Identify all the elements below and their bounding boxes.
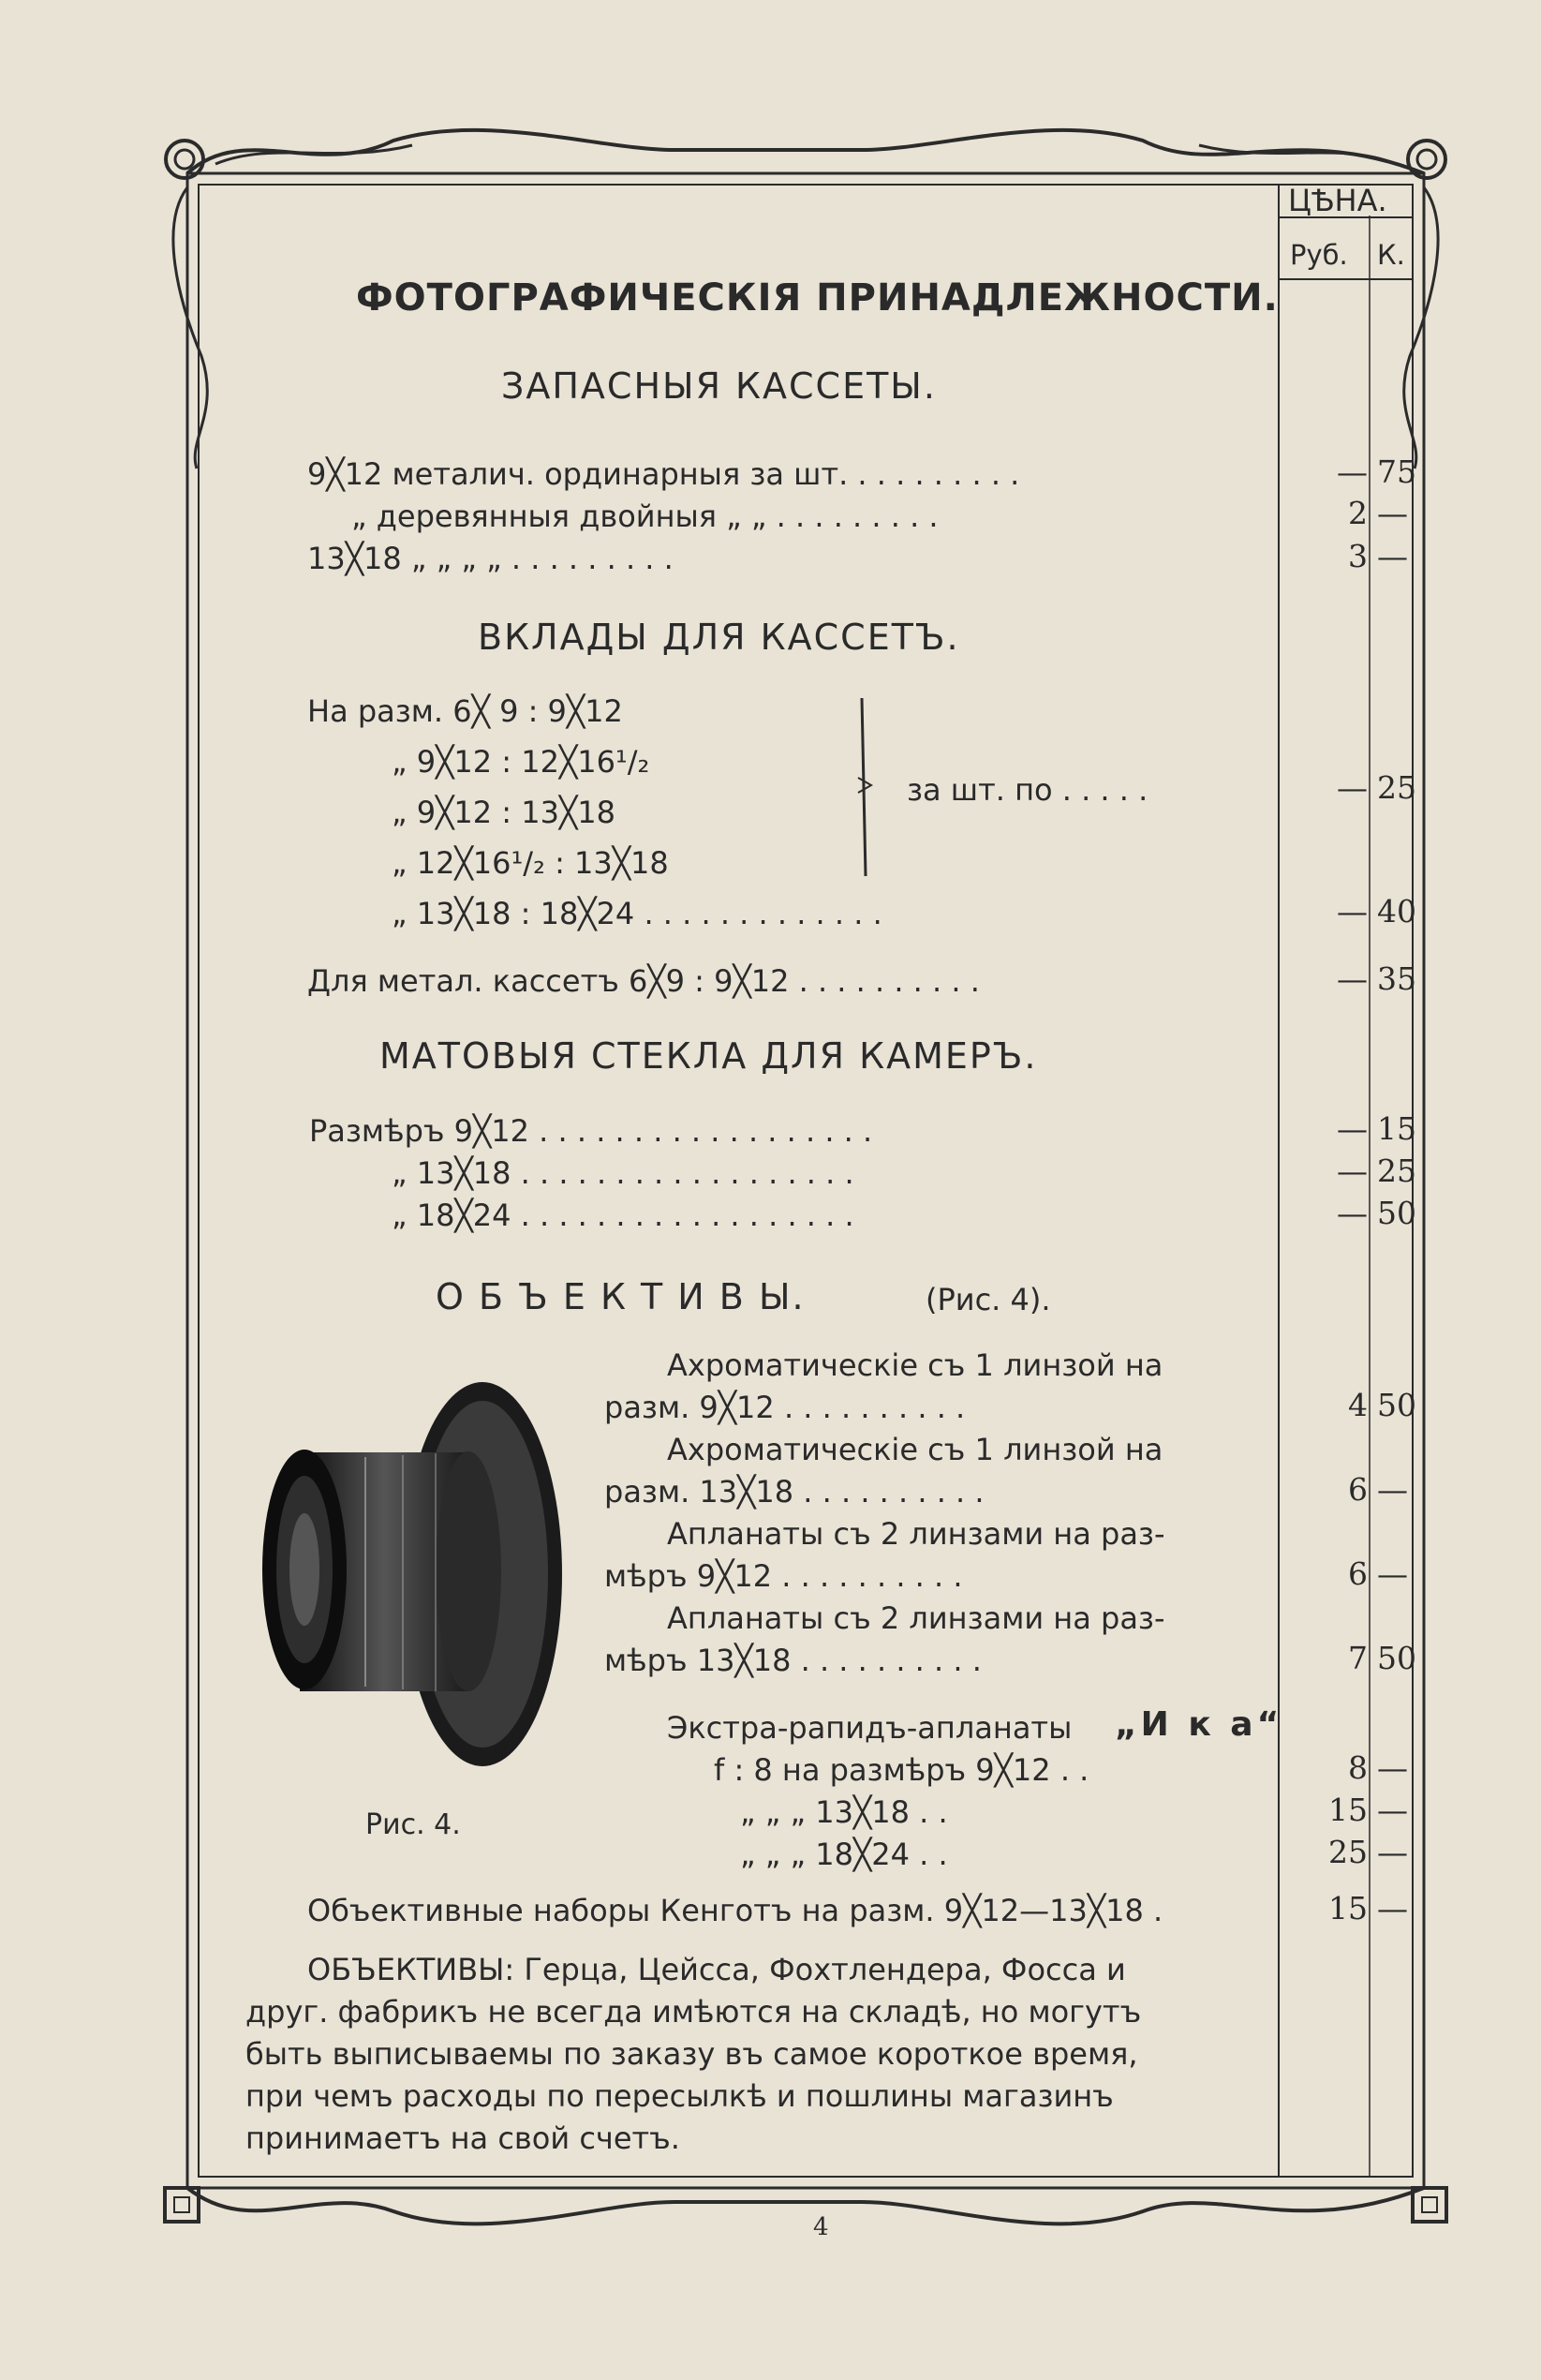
camera-lens-illustration [253,1382,576,1794]
section-heading-glass: МАТОВЫЯ СТЕКЛА ДЛЯ КАМЕРЪ. [379,1035,1038,1077]
price-rub: — [1337,769,1368,806]
price-kop: 50 [1377,1387,1416,1423]
price-rub: 8 [1348,1749,1368,1786]
insert-row: „ 13╳18 : 18╳24 . . . . . . . . . . . . . [392,896,882,931]
lens-item-line1: Апланаты съ 2 линзами на раз- [667,1600,1165,1636]
lens-item-line1: Ахроматическіе съ 1 линзой на [667,1432,1163,1467]
price-kop: — [1377,495,1408,531]
kop-header: К. [1377,239,1405,271]
price-kop: 50 [1377,1640,1416,1676]
price-rub: — [1337,960,1368,997]
extra-rapid-row: f : 8 на размѣръ 9╳12 . . [714,1752,1089,1788]
price-rub: 6 [1348,1555,1368,1592]
cassette-row: 13╳18 „ „ „ „ . . . . . . . . . [307,541,674,576]
lenses-figure-ref: (Рис. 4). [926,1282,1051,1317]
price-rub: 3 [1348,538,1368,574]
price-kop: 35 [1377,960,1416,997]
paragraph-line: принимаетъ на свой счетъ. [245,2120,680,2156]
price-kop: — [1377,538,1408,574]
paragraph-line: быть выписываемы по заказу въ самое короткое время, [245,2036,1138,2072]
price-kop: 15 [1377,1110,1416,1147]
glass-row: Размѣръ 9╳12 . . . . . . . . . . . . . . . . . . [309,1113,873,1149]
lens-sets-row: Объективные наборы Кенготъ на разм. 9╳12—13╳18 . [307,1893,1163,1928]
insert-row: „ 9╳12 : 13╳18 [392,795,615,830]
price-kop: — [1377,1471,1408,1508]
section-heading-lenses: О Б Ъ Е К Т И В Ы. [436,1276,806,1317]
price-rub: 15 [1328,1792,1368,1828]
cassette-row: 9╳12 металич. ординарныя за шт. . . . . . . . . . [307,456,1020,492]
price-kop: 75 [1377,454,1416,490]
glass-row: „ 13╳18 . . . . . . . . . . . . . . . . . . [392,1155,854,1191]
insert-row: На разм. 6╳ 9 : 9╳12 [307,693,623,729]
price-kop: — [1377,1792,1408,1828]
extra-rapid-heading: Экстра-рапидъ-апланаты [667,1710,1073,1746]
price-rub: — [1337,893,1368,930]
price-rub: 6 [1348,1471,1368,1508]
lens-item-line2: мѣръ 13╳18 . . . . . . . . . . [604,1643,982,1678]
price-kop: 50 [1377,1195,1416,1231]
paragraph-line: при чемъ расходы по пересылкѣ и пошлины магазинъ [245,2078,1114,2114]
section-heading-cassettes: ЗАПАСНЫЯ КАССЕТЫ. [501,365,937,407]
price-kop: — [1377,1834,1408,1870]
insert-row: „ 9╳12 : 12╳16¹/₂ [392,744,650,780]
rub-header: Руб. [1290,239,1348,271]
extra-rapid-row: „ „ „ 13╳18 . . [740,1794,948,1830]
page-title: ФОТОГРАФИЧЕСКІЯ ПРИНАДЛЕЖНОСТИ. [356,276,1279,320]
lens-item-line2: разм. 13╳18 . . . . . . . . . . [604,1474,985,1510]
price-rub: — [1337,1195,1368,1231]
ika-brand: „И к а“ [1115,1705,1283,1744]
price-kop: — [1377,1749,1408,1786]
lens-item-line1: Апланаты съ 2 линзами на раз- [667,1516,1165,1552]
price-kop: — [1377,1555,1408,1592]
price-rub: 2 [1348,495,1368,531]
price-rub: — [1337,1153,1368,1189]
glass-row: „ 18╳24 . . . . . . . . . . . . . . . . . . [392,1197,854,1233]
price-header: ЦѢНА. [1288,183,1387,218]
cassette-row: „ деревянныя двойныя „ „ . . . . . . . . . [351,498,939,534]
price-rub: 15 [1328,1890,1368,1926]
metal-cassette-row: Для метал. кассетъ 6╳9 : 9╳12 . . . . . . . . . . [307,963,980,999]
figure-caption: Рис. 4. [365,1808,461,1841]
extra-rapid-row: „ „ „ 18╳24 . . [740,1837,948,1872]
price-kop: 25 [1377,1153,1416,1189]
price-rub: — [1337,1110,1368,1147]
price-kop: 25 [1377,769,1416,806]
section-heading-inserts: ВКЛАДЫ ДЛЯ КАССЕТЪ. [478,617,960,658]
price-rub: 4 [1348,1387,1368,1423]
price-kop: — [1377,1890,1408,1926]
lens-item-line2: разм. 9╳12 . . . . . . . . . . [604,1390,966,1425]
lens-item-line1: Ахроматическіе съ 1 линзой на [667,1347,1163,1383]
paragraph-line: друг. фабрикъ не всегда имѣются на складѣ, но могутъ [245,1994,1142,2030]
paragraph-line: ОБЪЕКТИВЫ: Герца, Цейсса, Фохтлендера, Фосса и [307,1952,1126,1987]
insert-group-label: за шт. по . . . . . [907,772,1148,808]
price-rub: — [1337,454,1368,490]
price-rub: 25 [1328,1834,1368,1870]
lens-item-line2: мѣръ 9╳12 . . . . . . . . . . [604,1558,963,1594]
insert-row: „ 12╳16¹/₂ : 13╳18 [392,845,669,881]
price-kop: 40 [1377,893,1416,930]
price-rub: 7 [1348,1640,1368,1676]
page-number: 4 [813,2213,829,2241]
